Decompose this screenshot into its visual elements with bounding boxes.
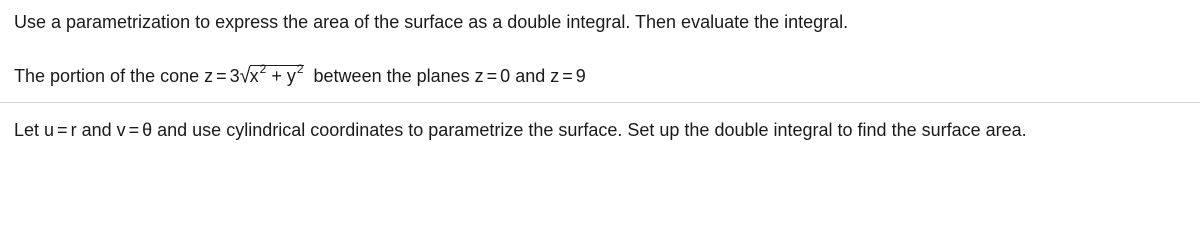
var-y: y <box>286 66 296 86</box>
plane1-z: z <box>474 66 484 86</box>
exponent-x: 2 <box>259 62 267 76</box>
instructions-text: Use a parametrization to express the area of the surface as a double integral. Then evaluate the integral. <box>14 12 849 32</box>
section-divider <box>0 102 1200 103</box>
eq-u: = <box>57 120 68 140</box>
var-r: r <box>70 120 77 140</box>
plane2-val: 9 <box>575 66 586 86</box>
plane2-eq: = <box>562 66 573 86</box>
plus-sign: + <box>266 66 287 86</box>
plane2-z: z <box>550 66 560 86</box>
u-equals-r <box>44 120 77 140</box>
hint-text <box>14 119 1027 141</box>
radicand <box>249 62 304 87</box>
equals-sign: = <box>216 66 227 86</box>
var-theta: θ <box>142 120 153 140</box>
square-root <box>239 62 304 88</box>
var-v: v <box>116 120 126 140</box>
var-x: x <box>249 66 259 86</box>
cone-equation <box>204 62 304 88</box>
eq-v: = <box>128 120 140 140</box>
hint-rest: and use cylindrical coordinates to parametrize the surface. Set up the double integral to find the surface area. <box>152 120 1027 140</box>
plane1-eq: = <box>486 66 498 86</box>
hint-let: Let <box>14 120 45 140</box>
var-z: z <box>204 66 214 86</box>
plane-2 <box>550 66 586 86</box>
v-equals-theta <box>117 120 153 140</box>
problem-prefix: The portion of the cone <box>14 66 205 86</box>
var-u: u <box>44 120 55 140</box>
hint-and: and <box>76 120 117 140</box>
plane-1 <box>475 66 511 86</box>
and-text: and <box>510 66 551 86</box>
coefficient: 3 <box>229 66 240 86</box>
radical-sign: √ <box>239 64 251 88</box>
exponent-y: 2 <box>296 62 304 76</box>
plane1-val: 0 <box>500 66 511 86</box>
problem-statement <box>14 62 586 88</box>
between-text: between the planes <box>313 66 475 86</box>
